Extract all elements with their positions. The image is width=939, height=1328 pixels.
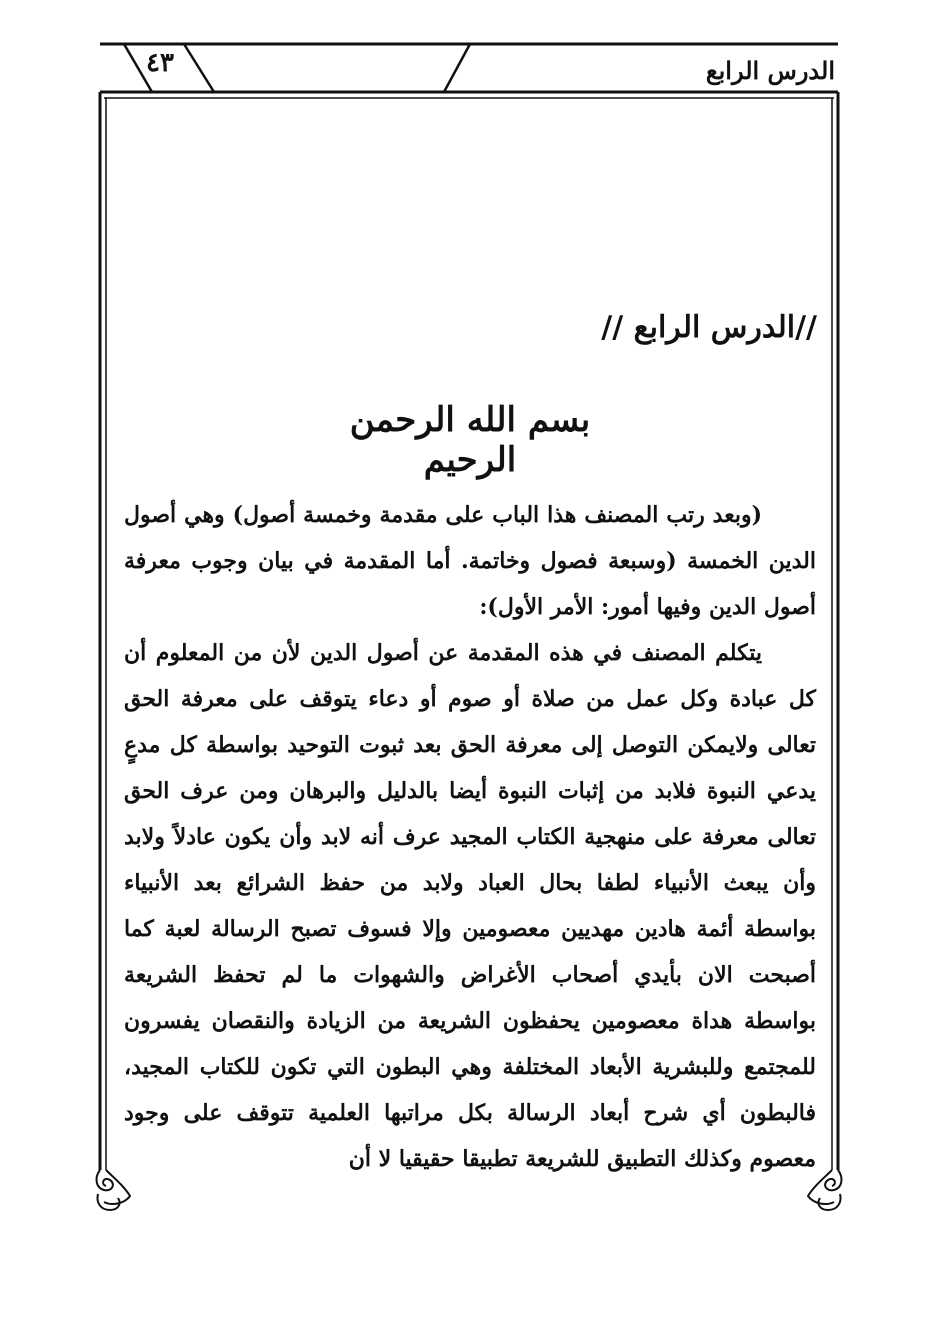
lesson-title: //الدرس الرابع //	[601, 310, 817, 345]
body-text	[124, 492, 816, 1182]
page-number: ٤٣	[146, 48, 174, 78]
basmala: بسم الله الرحمن الرحيم	[349, 400, 591, 480]
header-tab-slash	[444, 44, 470, 92]
paragraph-intro: (وبعد رتب المصنف هذا الباب على مقدمة وخمسة أصول) وهي أصول الدين الخمسة (وسبعة فصول وخاتمة. أما المقدمة في بيان وجوب معرفة أصول الدين وفيها أمور: الأمر الأول):	[124, 502, 816, 620]
paragraph-main: يتكلم المصنف في هذه المقدمة عن أصول الدين لأن من المعلوم أن كل عبادة وكل عمل من صلاة أو صوم أو دعاء يتوقف على معرفة الحق تعالى ولايمكن التوصل إلى معرفة الحق بعد ثبوت التوحيد بواسطة كل مدعٍ يدعي النبوة فلابد من إثبات النبوة أيضا بالدليل والبرهان ومن عرف الحق تعالى معرفة على منهجية الكتاب المجيد عرف أنه لابد وأن يكون عادلاً ولابد وأن يبعث الأنبياء لطفا بحال العباد ولابد من حفظ الشرائع بعد الأنبياء بواسطة أئمة هادين مهديين معصومين وإلا فسوف تصبح الرسالة لعبة كما أصبحت الان بأيدي أصحاب الأغراض والشهوات ما لم تحفظ الشريعة بواسطة هداة معصومين يحفظون الشريعة من الزيادة والنقصان يفسرون للمجتمع وللبشرية الأبعاد المختلفة وهي البطون التي تكون للكتاب المجيد، فالبطون أي شرح أبعاد الرسالة بكل مراتبها العلمية تتوقف على وجود معصوم وكذلك التطبيق للشريعة تطبيقا حقيقيا لا أن	[124, 640, 816, 1172]
running-header-title: الدرس الرابع	[705, 56, 835, 85]
